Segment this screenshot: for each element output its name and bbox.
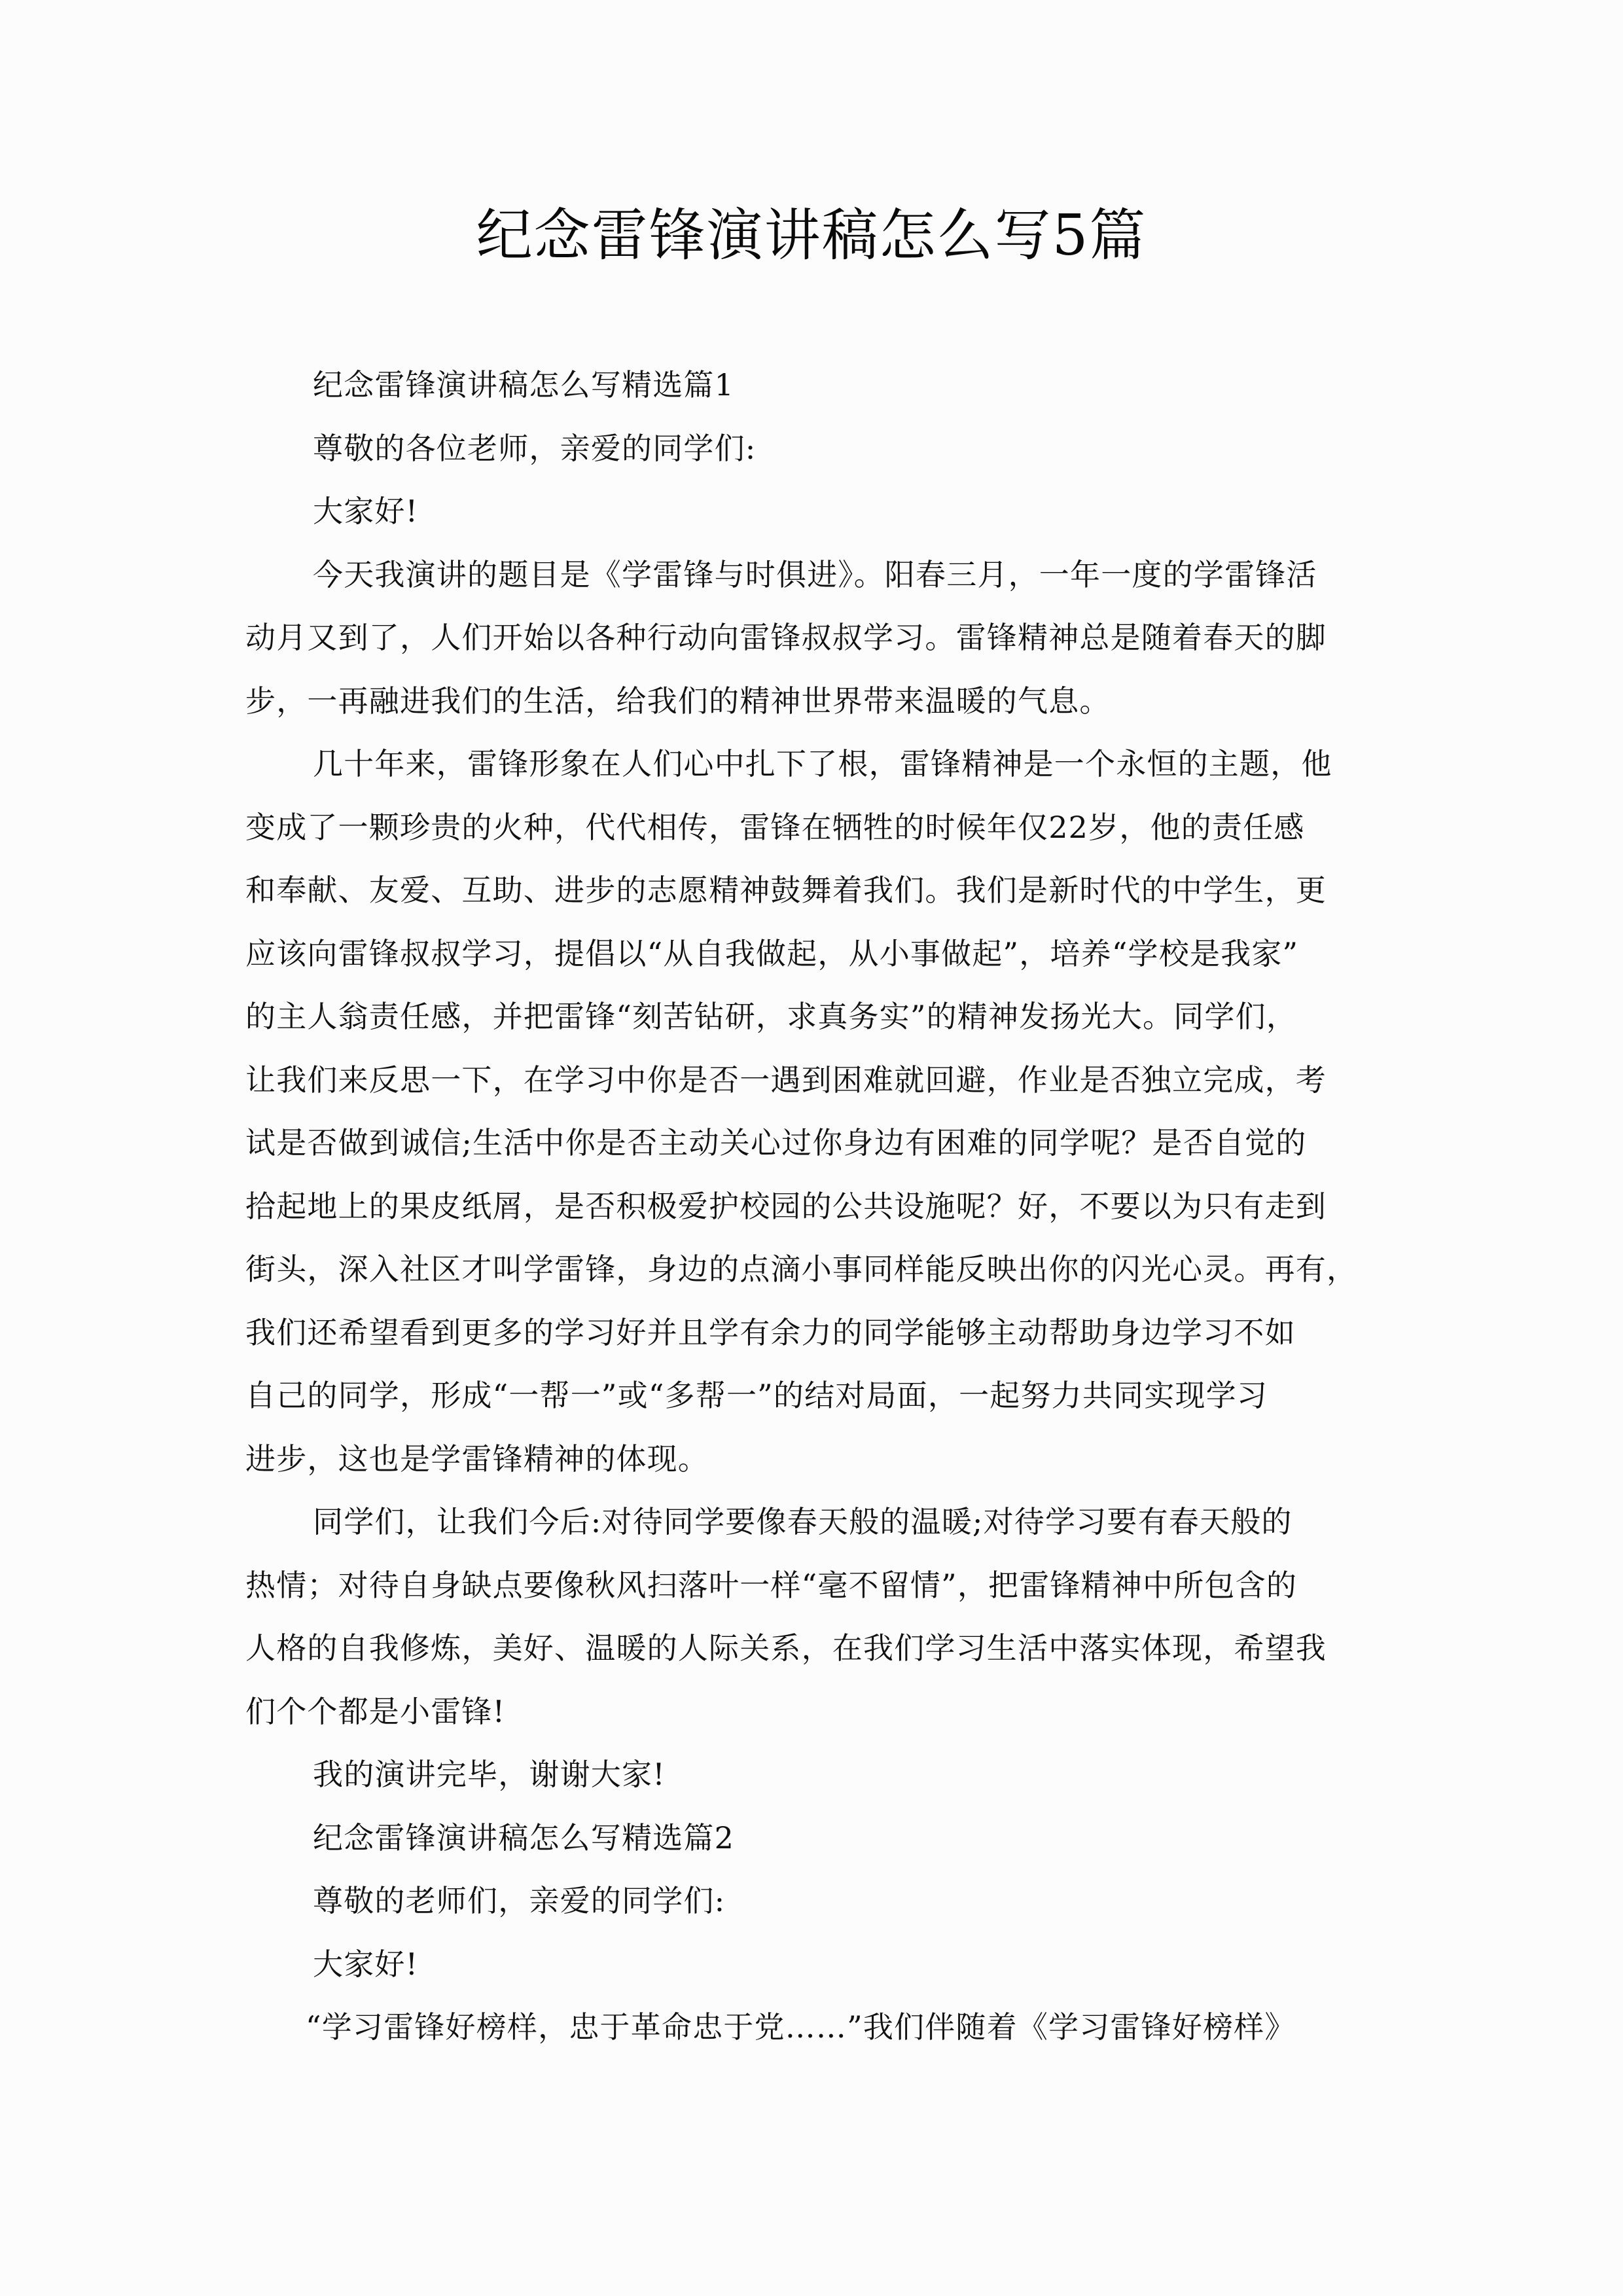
text-line: 热情；对待自身缺点要像秋风扫落叶一样“毫不留情”，把雷锋精神中所包含的 — [245, 1567, 1298, 1603]
text-line: 们个个都是小雷锋! — [245, 1693, 506, 1729]
text-line: 人格的自我修炼，美好、温暖的人际关系，在我们学习生活中落实体现，希望我 — [245, 1630, 1327, 1666]
document-body — [245, 353, 1384, 2059]
section-heading-1 — [245, 353, 1384, 417]
text-line: 的主人翁责任感，并把雷锋“刻苦钻研，求真务实”的精神发扬光大。同学们， — [245, 999, 1298, 1034]
text-line: 自己的同学，形成“一帮一”或“多帮一”的结对局面，一起努力共同实现学习 — [245, 1378, 1268, 1413]
text-line: 大家好! — [313, 1946, 419, 1982]
body-paragraph — [245, 543, 1384, 733]
closing-line — [245, 1743, 1384, 1806]
text-line: 我的演讲完毕，谢谢大家! — [313, 1757, 666, 1792]
text-line: 变成了一颗珍贵的火种，代代相传，雷锋在牺牲的时候年仅22岁，他的责任感 — [245, 809, 1305, 845]
text-line: 同学们，让我们今后:对待同学要像春天般的温暖;对待学习要有春天般的 — [313, 1504, 1293, 1539]
text-line: 和奉献、友爱、互助、进步的志愿精神鼓舞着我们。我们是新时代的中学生，更 — [245, 872, 1327, 908]
text-line: “学习雷锋好榜样，忠于革命忠于党……”我们伴随着《学习雷锋好榜样》 — [306, 2009, 1296, 2045]
text-line: 纪念雷锋演讲稿怎么写精选篇2 — [313, 1820, 735, 1856]
greeting-1 — [245, 480, 1384, 543]
greeting-2 — [245, 1933, 1384, 1996]
text-line: 拾起地上的果皮纸屑，是否积极爱护校园的公共设施呢？好，不要以为只有走到 — [245, 1188, 1327, 1224]
body-paragraph — [245, 1490, 1384, 1743]
text-line: 街头，深入社区才叫学雷锋，身边的点滴小事同样能反映出你的闪光心灵。再有， — [245, 1251, 1358, 1287]
salutation-2 — [245, 1869, 1384, 1933]
text-line: 尊敬的老师们，亲爱的同学们: — [313, 1883, 726, 1918]
body-paragraph — [245, 732, 1384, 1490]
text-line: 应该向雷锋叔叔学习，提倡以“从自我做起，从小事做起”，培养“学校是我家” — [245, 935, 1299, 971]
text-line: 今天我演讲的题目是《学雷锋与时俱进》。阳春三月，一年一度的学雷锋活 — [313, 556, 1317, 592]
text-line: 大家好! — [313, 493, 419, 529]
text-line: 我们还希望看到更多的学习好并且学有余力的同学能够主动帮助身边学习不如 — [245, 1314, 1296, 1350]
text-line: 动月又到了，人们开始以各种行动向雷锋叔叔学习。雷锋精神总是随着春天的脚 — [245, 620, 1327, 655]
text-line: 尊敬的各位老师，亲爱的同学们: — [313, 430, 757, 466]
text-line: 几十年来，雷锋形象在人们心中扎下了根，雷锋精神是一个永恒的主题，他 — [313, 746, 1332, 781]
body-paragraph — [245, 1996, 1384, 2059]
section-heading-2 — [245, 1806, 1384, 1870]
text-line: 试是否做到诚信;生活中你是否主动关心过你身边有困难的同学呢？是否自觉的 — [245, 1125, 1307, 1160]
text-line: 步，一再融进我们的生活，给我们的精神世界带来温暖的气息。 — [245, 683, 1111, 719]
document-title: 纪念雷锋演讲稿怎么写5篇 — [476, 203, 1147, 268]
salutation-1 — [245, 417, 1384, 480]
text-line: 进步，这也是学雷锋精神的体现。 — [245, 1441, 709, 1477]
text-line: 纪念雷锋演讲稿怎么写精选篇1 — [313, 367, 735, 403]
text-line: 让我们来反思一下，在学习中你是否一遇到困难就回避，作业是否独立完成，考 — [245, 1062, 1327, 1098]
